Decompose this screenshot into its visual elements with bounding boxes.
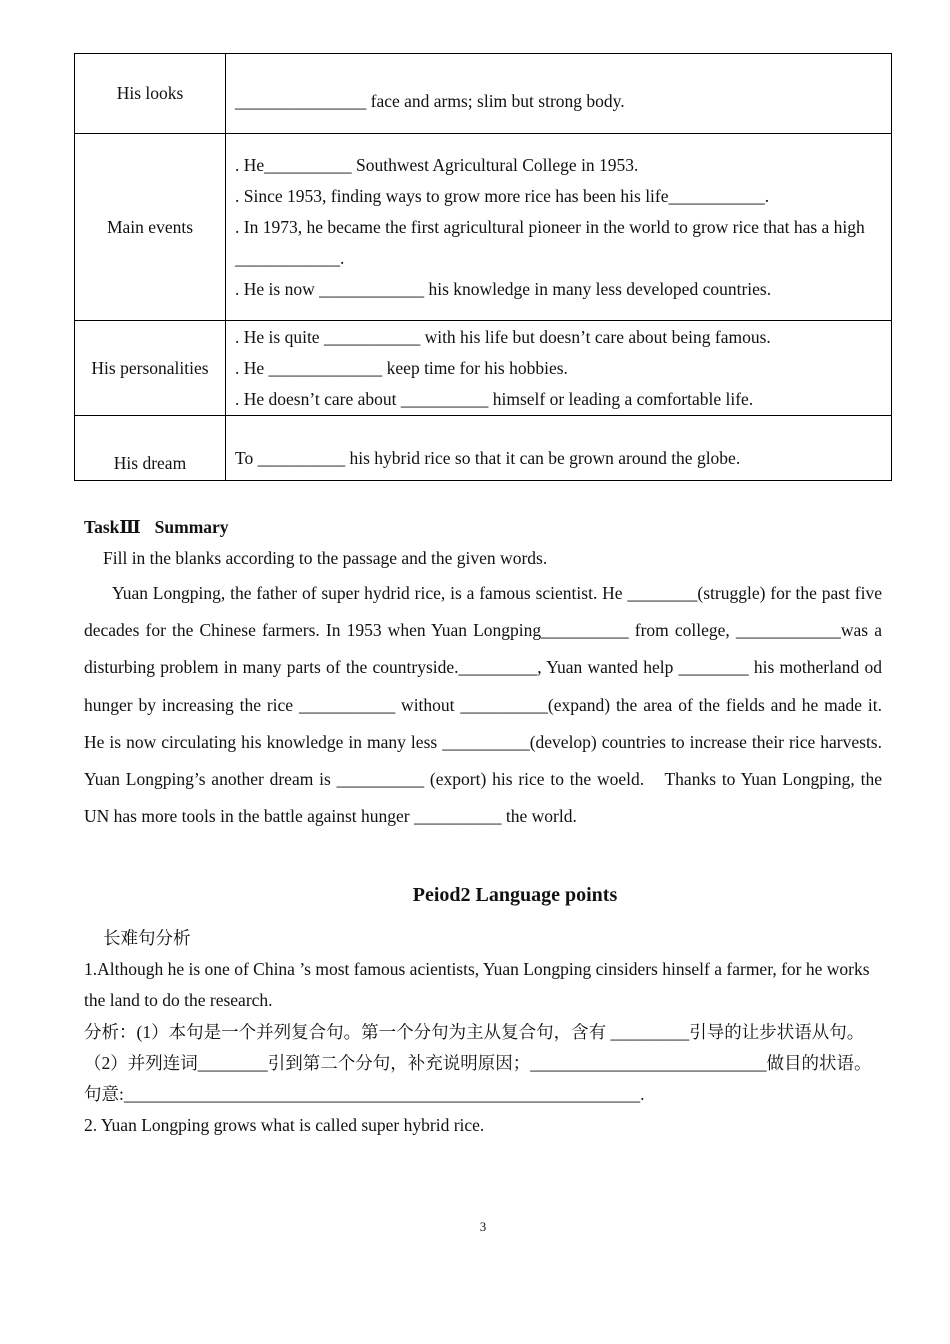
table-line: ____________. xyxy=(235,247,345,268)
table-line: . He _____________ keep time for his hobbies. xyxy=(235,357,568,378)
table-line: _______________ face and arms; slim but strong body. xyxy=(235,91,625,111)
analysis-2: （2）并列连词________引到第二个分句，补充说明原因；___________________________做目的状语。 xyxy=(84,1052,872,1073)
page-number: 3 xyxy=(479,1219,487,1234)
sentence-meaning: 句意:___________________________________________________________. xyxy=(84,1084,645,1105)
table-row xyxy=(75,134,892,321)
row-content xyxy=(226,416,892,481)
table-line: . He is quite ___________ with his life but doesn’t care about being famous. xyxy=(235,326,771,347)
row-label: Main events xyxy=(75,134,226,321)
task-label: TaskⅢ xyxy=(84,517,141,537)
language-points xyxy=(84,923,884,1141)
table-line: . He__________ Southwest Agricultural College in 1953. xyxy=(235,154,639,175)
row-content xyxy=(226,321,892,416)
row-content xyxy=(226,134,892,321)
section-title: Peiod2 Language points xyxy=(412,884,618,906)
row-content xyxy=(226,54,892,134)
task-heading xyxy=(84,515,229,539)
table-row xyxy=(75,54,892,134)
table-line: To __________ his hybrid rice so that it can be grown around the globe. xyxy=(235,448,741,468)
row-label: His dream xyxy=(75,416,226,481)
profile-table xyxy=(74,53,892,481)
sentence-2: 2. Yuan Longping grows what is called super hybrid rice. xyxy=(84,1115,485,1136)
analysis-1: 分析：(1）本句是一个并列复合句。第一个分句为主从复合句，含有 _________引导的让步状语从句。 xyxy=(84,1021,865,1042)
table-line: . In 1973, he became the first agricultural pioneer in the world to grow rice that has a high xyxy=(235,216,865,237)
section-subtitle: 长难句分析 xyxy=(103,928,191,948)
task-title: Summary xyxy=(154,517,229,537)
row-label: His looks xyxy=(75,54,226,134)
row-label: His personalities xyxy=(75,321,226,416)
table-line: . He doesn’t care about __________ himself or leading a comfortable life. xyxy=(235,388,754,409)
table-line: . He is now ____________ his knowledge in many less developed countries. xyxy=(235,278,772,299)
task-instruction: Fill in the blanks according to the passage and the given words. xyxy=(103,548,548,568)
table-line: . Since 1953, finding ways to grow more rice has been his life___________. xyxy=(235,185,770,206)
table-row xyxy=(75,321,892,416)
sentence-1: 1.Although he is one of China ’s most famous acientists, Yuan Longping cinsiders hinself a farmer, for he works the land to do the research. xyxy=(84,959,870,1011)
summary-paragraph: Yuan Longping, the father of super hydrid rice, is a famous scientist. He ________(struggle) for the past five decades for the Chinese farmers. In 1953 when Yuan Longping__________ from college, ____________was a disturbing problem in many parts of the countryside._________, Yuan wanted help ________ his motherland od hunger by increasing the rice ___________ without __________(expand) the area of the fields and he made it. He is now circulating his knowledge in many less __________(develop) countries to increase their rice harvests. Yuan Longping’s another dream is __________ (export) his rice to the woeld. Thanks to Yuan Longping, the UN has more tools in the battle against hunger __________ the world. xyxy=(84,583,882,827)
table-row xyxy=(75,416,892,481)
